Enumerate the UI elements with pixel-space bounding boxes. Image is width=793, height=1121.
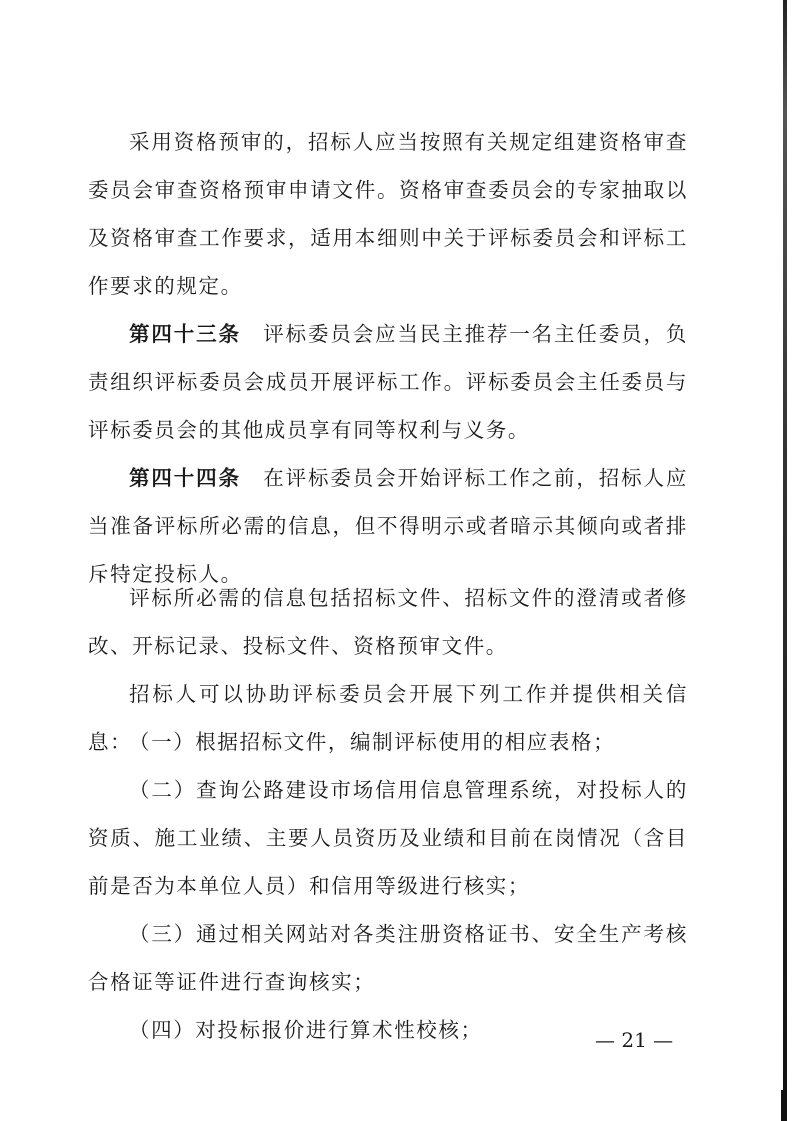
- paragraph-text: 在评标委员会开始评标工作之前，招标人应当准备评标所必需的信息，但不得明示或者暗示其倾向或者排斥特定投标人。: [88, 466, 689, 586]
- article-heading: 第四十四条: [129, 466, 241, 490]
- paragraph-text: 评标委员会应当民主推荐一名主任委员，负责组织评标委员会成员开展评标工作。评标委员会主任委员与评标委员会的其他成员享有同等权利与义务。: [88, 322, 689, 442]
- scan-border-mark: [781, 1090, 787, 1121]
- list-item-1: [88, 718, 688, 766]
- paragraph-text: （三）通过相关网站对各类注册资格证书、安全生产考核合格证等证件进行查询核实；: [88, 922, 688, 994]
- paragraph-text: 招标人可以协助评标委员会开展下列工作并提供相关信息：: [88, 682, 688, 754]
- paragraph-text: （二）查询公路建设市场信用信息管理系统，对投标人的资质、施工业绩、主要人员资历及业绩和目前在岗情况（含目前是否为本单位人员）和信用等级进行核实；: [88, 778, 688, 898]
- page-number: — 21 —: [595, 1028, 674, 1052]
- scan-border: [783, 0, 787, 1121]
- list-item-2: [88, 766, 688, 910]
- paragraph-evaluation-info: [88, 574, 688, 670]
- paragraph-text: （一）根据招标文件，编制评标使用的相应表格；: [129, 730, 616, 754]
- list-item-3: [88, 910, 688, 1006]
- paragraph-text: 采用资格预审的，招标人应当按照有关规定组建资格审查委员会审查资格预审申请文件。资格审查委员会的专家抽取以及资格审查工作要求，适用本细则中关于评标委员会和评标工作要求的规定。: [88, 130, 688, 298]
- paragraph-text: （四）对投标报价进行算术性校核；: [129, 1018, 483, 1042]
- paragraph-1: [88, 118, 688, 310]
- article-heading: 第四十三条: [129, 322, 241, 346]
- list-item-4: [88, 1006, 648, 1054]
- paragraph-text: 评标所必需的信息包括招标文件、招标文件的澄清或者修改、开标记录、投标文件、资格预审文件。: [88, 586, 688, 658]
- paragraph-article-43: [88, 310, 688, 454]
